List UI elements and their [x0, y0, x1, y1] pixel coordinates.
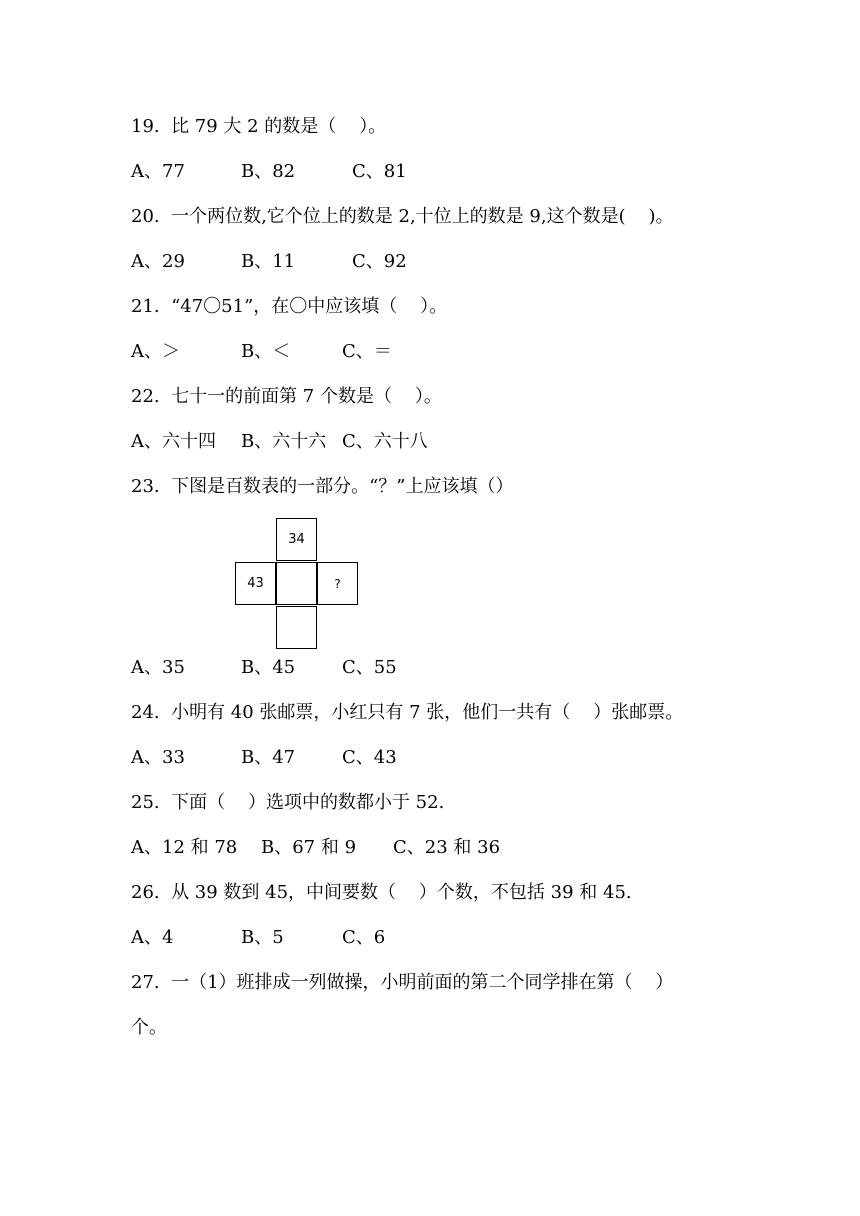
option-b: B、82: [241, 161, 296, 182]
question-19: 19. 比 79 大 2 的数是（ ）。: [131, 116, 387, 137]
question-25: 25. 下面（ ）选项中的数都小于 52.: [131, 792, 445, 813]
grid-cell-bottom: [276, 606, 317, 649]
question-23: 23. 下图是百数表的一部分。“？”上应该填（）: [131, 476, 514, 497]
hundred-chart-fragment: [235, 518, 361, 652]
option-b: B、67 和 9: [261, 837, 357, 858]
option-c: C、23 和 36: [393, 837, 501, 858]
option-b: B、＜: [241, 341, 291, 362]
option-a: A、4: [131, 927, 174, 948]
question-26: 26. 从 39 数到 45，中间要数（ ）个数，不包括 39 和 45.: [131, 882, 632, 903]
option-a: A、29: [131, 251, 185, 272]
question-27: 27. 一（1）班排成一列做操，小明前面的第二个同学排在第（ ）: [131, 972, 674, 993]
option-c: C、55: [342, 657, 397, 678]
grid-cell-left: 43: [235, 562, 276, 605]
option-c: C、6: [342, 927, 386, 948]
grid-cell-right: ?: [317, 562, 358, 605]
option-b: B、11: [241, 251, 296, 272]
option-a: A、＞: [131, 341, 180, 362]
option-a: A、六十四: [131, 431, 216, 452]
option-a: A、12 和 78: [131, 837, 238, 858]
question-21: 21. “47〇51”，在〇中应该填（ ）。: [131, 296, 448, 317]
question-24: 24. 小明有 40 张邮票，小红只有 7 张，他们一共有（ ）张邮票。: [131, 702, 684, 723]
question-27-continuation: 个。: [131, 1017, 167, 1038]
option-b: B、六十六: [241, 431, 327, 452]
option-a: A、77: [131, 161, 185, 182]
option-c: C、92: [352, 251, 407, 272]
grid-cell-center: [276, 562, 317, 605]
question-22: 22. 七十一的前面第 7 个数是（ ）。: [131, 386, 442, 407]
option-b: B、5: [241, 927, 284, 948]
question-20: 20. 一个两位数,它个位上的数是 2,十位上的数是 9,这个数是( )。: [131, 206, 674, 227]
option-c: C、六十八: [342, 431, 428, 452]
grid-cell-top: 34: [276, 518, 317, 561]
option-a: A、33: [131, 747, 185, 768]
option-c: C、81: [352, 161, 407, 182]
option-c: C、43: [342, 747, 397, 768]
option-c: C、＝: [342, 341, 392, 362]
option-a: A、35: [131, 657, 185, 678]
option-b: B、45: [241, 657, 296, 678]
option-b: B、47: [241, 747, 296, 768]
